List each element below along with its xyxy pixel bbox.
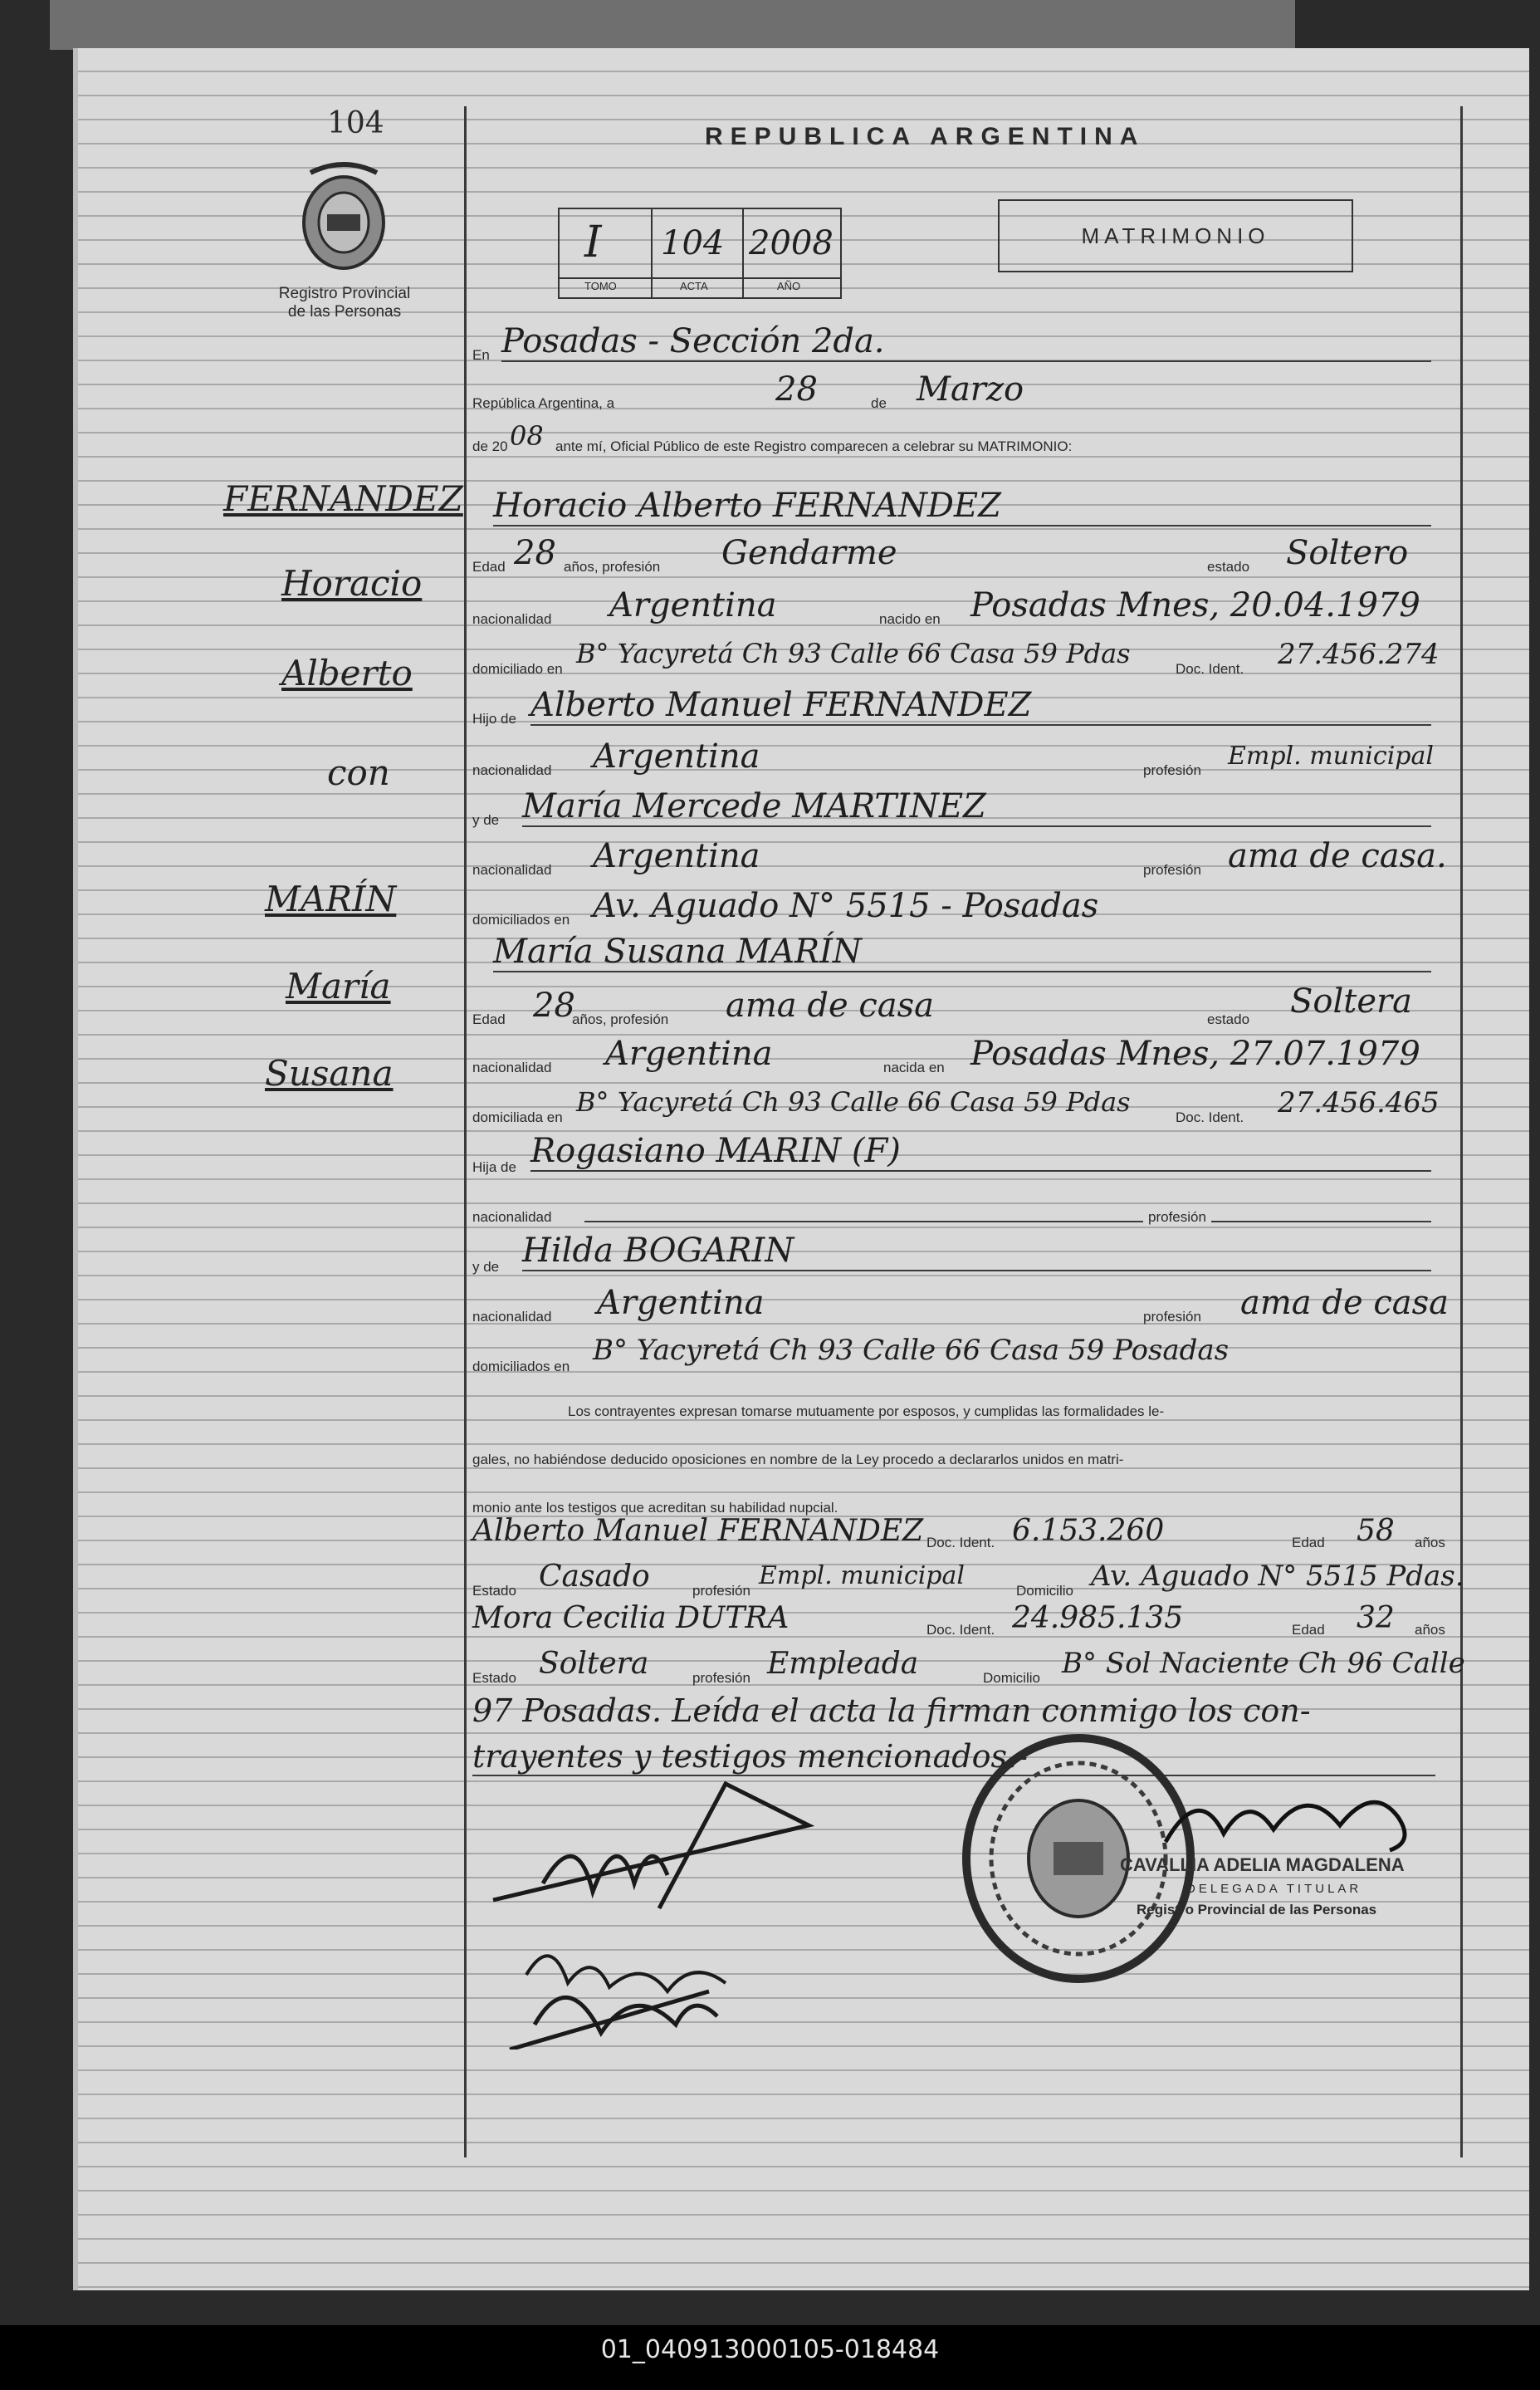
bride-age-label: Edad	[472, 1011, 506, 1027]
closing-line2: trayentes y testigos mencionados.-	[472, 1738, 1435, 1776]
bride-status-label: estado	[1207, 1011, 1250, 1027]
bride-name: María Susana MARÍN	[493, 933, 1431, 972]
witness1-years-label: años	[1415, 1535, 1445, 1550]
previous-page-edge	[50, 0, 1295, 50]
acta-label: ACTA	[680, 280, 708, 292]
bride-father-label: Hija de	[472, 1159, 516, 1175]
groom-status: Soltero	[1286, 534, 1409, 572]
box-label-rule	[560, 277, 840, 279]
act-type-box	[998, 199, 1353, 272]
registry-name-line2: de las Personas	[287, 303, 402, 321]
witness2-status-label: Estado	[472, 1670, 516, 1686]
closing-line1: 97 Posadas. Leída el acta la firman conmigo los con-	[472, 1692, 1311, 1729]
groom-mother-nat-label: nacionalidad	[472, 862, 552, 878]
bride-mother-prof-label: profesión	[1143, 1309, 1201, 1325]
tomo-label: TOMO	[584, 280, 617, 292]
box-divider	[742, 209, 744, 297]
bride-birthplace-label: nacida en	[883, 1060, 945, 1075]
bride-mother: Hilda BOGARIN	[522, 1232, 1431, 1271]
witness2-status: Soltera	[539, 1647, 649, 1681]
image-code: 01_040913000105-018484	[600, 2335, 940, 2364]
groom-profession: Gendarme	[721, 534, 897, 572]
witness2-age-label: Edad	[1292, 1622, 1325, 1638]
act-type-label: MATRIMONIO	[1081, 223, 1270, 248]
groom-address-label: domiciliado en	[472, 661, 563, 677]
bride-father-nat-label: nacionalidad	[472, 1209, 552, 1225]
registration-number-box	[558, 208, 842, 299]
margin-surname-groom: FERNANDEZ	[223, 478, 463, 519]
groom-parents-address: Av. Aguado N° 5515 - Posadas	[593, 887, 1099, 925]
witness2-name: Mora Cecilia DUTRA	[472, 1601, 790, 1635]
groom-father-prof: Empl. municipal	[1228, 742, 1434, 771]
groom-address: B° Yacyretá Ch 93 Calle 66 Casa 59 Pdas	[576, 638, 1131, 669]
groom-age-label: Edad	[472, 559, 506, 575]
statement-line3: monio ante los testigos que acreditan su habilidad nupcial.	[472, 1500, 838, 1516]
bride-mother-nat: Argentina	[597, 1284, 765, 1322]
groom-age: 28	[514, 534, 556, 572]
witness1-prof: Empl. municipal	[759, 1561, 965, 1590]
province-coat-of-arms-icon	[294, 156, 394, 281]
groom-mother: María Mercede MARTINEZ	[522, 787, 1431, 827]
groom-birthplace-label: nacido en	[879, 611, 941, 627]
groom-name: Horacio Alberto FERNANDEZ	[493, 487, 1431, 526]
groom-father: Alberto Manuel FERNANDEZ	[530, 686, 1431, 726]
groom-birthplace: Posadas Mnes, 20.04.1979	[970, 586, 1420, 624]
witness1-address: Av. Aguado N° 5515 Pdas.	[1091, 1560, 1464, 1593]
republica-label: República Argentina, a	[472, 395, 615, 411]
bride-profession: ama de casa	[726, 987, 934, 1025]
witness1-address-label: Domicilio	[1016, 1583, 1073, 1599]
bride-father: Rogasiano MARIN (F)	[530, 1132, 1431, 1172]
witness1-prof-label: profesión	[692, 1583, 750, 1599]
groom-profession-label: años, profesión	[564, 559, 661, 575]
box-divider	[651, 209, 653, 297]
witness1-status: Casado	[539, 1560, 650, 1594]
de-label: de	[871, 395, 887, 411]
bride-doc-label: Doc. Ident.	[1176, 1109, 1244, 1125]
officer-name: CAVALLIA ADELIA MAGDALENA	[1120, 1854, 1405, 1875]
bride-mother-label: y de	[472, 1259, 500, 1275]
witness1-age-label: Edad	[1292, 1535, 1325, 1550]
page-number: 104	[327, 106, 384, 140]
bride-mother-prof: ama de casa	[1240, 1284, 1449, 1322]
groom-nationality: Argentina	[609, 586, 777, 624]
bride-father-prof-label: profesión	[1143, 1209, 1211, 1226]
statement-line2: gales, no habiéndose deducido oposiciones en nombre de la Ley procedo a declararlos unidos en matri-	[472, 1452, 1124, 1467]
bride-parents-address-label: domiciliados en	[472, 1359, 570, 1374]
groom-mother-nat: Argentina	[593, 837, 760, 875]
groom-mother-prof-label: profesión	[1143, 862, 1201, 878]
margin-first-name-bride: María	[286, 966, 391, 1006]
groom-father-nat: Argentina	[593, 737, 760, 776]
groom-mother-prof: ama de casa.	[1228, 837, 1447, 875]
bride-address-label: domiciliada en	[472, 1109, 563, 1125]
tomo-value: I	[584, 218, 602, 267]
bride-address: B° Yacyretá Ch 93 Calle 66 Casa 59 Pdas	[576, 1086, 1131, 1118]
witness2-doc-label: Doc. Ident.	[926, 1622, 995, 1638]
month-value: Marzo	[917, 370, 1024, 409]
bride-father-nat-line	[584, 1221, 1431, 1222]
witness1-doc-label: Doc. Ident.	[926, 1535, 995, 1550]
witness2-address: B° Sol Naciente Ch 96 Calle	[1062, 1647, 1465, 1680]
anio-label: AÑO	[777, 280, 801, 292]
witness2-prof: Empleada	[767, 1647, 919, 1681]
bride-mother-nat-label: nacionalidad	[472, 1309, 552, 1325]
intro-text: ante mí, Oficial Público de este Registro comparecen a celebrar su MATRIMONIO:	[555, 438, 1073, 454]
bride-nationality: Argentina	[605, 1035, 773, 1073]
witness2-age: 32	[1357, 1601, 1395, 1635]
bride-doc: 27.456.465	[1278, 1086, 1440, 1119]
margin-second-name-bride: Susana	[265, 1053, 394, 1094]
bride-status: Soltera	[1290, 982, 1412, 1021]
groom-nationality-label: nacionalidad	[472, 611, 552, 627]
groom-doc: 27.456.274	[1278, 638, 1440, 671]
witness2-years-label: años	[1415, 1622, 1445, 1638]
year-prefix: de 20	[472, 438, 508, 454]
witness1-name: Alberto Manuel FERNANDEZ	[472, 1514, 924, 1548]
country-title: REPUBLICA ARGENTINA	[705, 123, 1146, 150]
registry-name-line1: Registro Provincial	[278, 285, 411, 302]
margin-second-name-groom: Alberto	[281, 653, 413, 693]
officer-signature-icon	[1149, 1767, 1448, 1867]
signature-group-icon	[477, 1751, 850, 2050]
en-label: En	[472, 347, 490, 363]
margin-first-name-groom: Horacio	[281, 563, 423, 604]
witness2-prof-label: profesión	[692, 1670, 750, 1686]
right-rule	[1460, 106, 1463, 2157]
day-value: 28	[775, 370, 818, 409]
officer-title: DELEGADA TITULAR	[1186, 1882, 1362, 1896]
groom-father-label: Hijo de	[472, 711, 516, 727]
groom-mother-label: y de	[472, 812, 500, 828]
witness2-address-label: Domicilio	[983, 1670, 1040, 1686]
bride-birthplace: Posadas Mnes, 27.07.1979	[970, 1035, 1420, 1073]
anio-value: 2008	[749, 224, 834, 262]
groom-status-label: estado	[1207, 559, 1250, 575]
acta-value: 104	[661, 224, 725, 262]
margin-rule	[464, 106, 467, 2157]
margin-connector: con	[327, 752, 390, 793]
groom-father-prof-label: profesión	[1143, 762, 1201, 778]
witness1-status-label: Estado	[472, 1583, 516, 1599]
year-suffix: 08	[510, 420, 544, 452]
witness2-doc: 24.985.135	[1012, 1601, 1184, 1635]
margin-surname-bride: MARÍN	[265, 879, 397, 919]
bride-parents-address: B° Yacyretá Ch 93 Calle 66 Casa 59 Posadas	[593, 1334, 1230, 1367]
bride-age: 28	[533, 987, 575, 1025]
witness1-doc: 6.153.260	[1012, 1514, 1165, 1548]
groom-parents-address-label: domiciliados en	[472, 912, 570, 928]
witness1-age: 58	[1357, 1514, 1395, 1548]
place-value: Posadas - Sección 2da.	[501, 322, 1431, 362]
register-page	[73, 48, 1529, 2290]
statement-line1: Los contrayentes expresan tomarse mutuamente por esposos, y cumplidas las formalidades le-	[568, 1403, 1165, 1419]
groom-father-nat-label: nacionalidad	[472, 762, 552, 778]
bride-profession-label: años, profesión	[572, 1011, 669, 1027]
officer-registry: Registro Provincial de las Personas	[1137, 1902, 1377, 1917]
groom-doc-label: Doc. Ident.	[1176, 661, 1244, 677]
bride-nationality-label: nacionalidad	[472, 1060, 552, 1075]
